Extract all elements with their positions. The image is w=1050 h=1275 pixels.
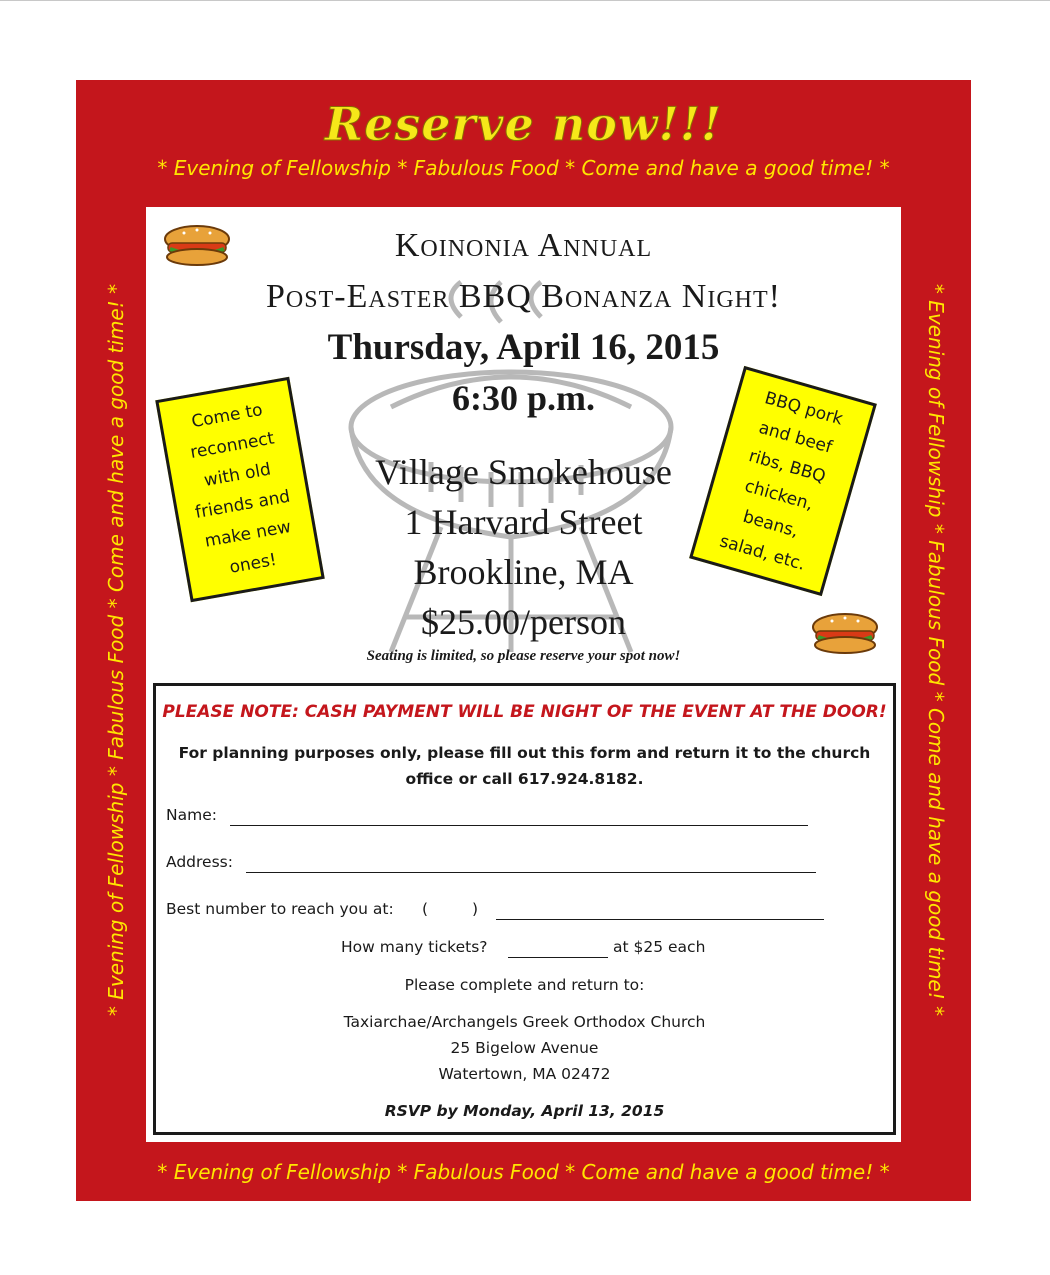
rsvp-deadline: RSVP by Monday, April 13, 2015 — [384, 1102, 665, 1120]
flyer-border — [76, 80, 971, 1201]
phone-label: Best number to reach you at: — [166, 900, 394, 918]
return-to-label: Please complete and return to: — [404, 976, 645, 994]
address-label: Address: — [166, 853, 233, 871]
event-venue: Village Smokehouse — [375, 452, 672, 492]
planning-instructions: For planning purposes only, please fill out this form and return it to the church office or call 617.924.8182. — [178, 744, 871, 788]
tickets-label: How many tickets? — [341, 938, 488, 956]
event-panel — [146, 207, 901, 1142]
event-price: $25.00/person — [421, 602, 626, 642]
event-time: 6:30 p.m. — [452, 378, 595, 418]
event-street: 1 Harvard Street — [404, 502, 643, 542]
phone-close-paren: ) — [472, 900, 479, 918]
tickets-price: at $25 each — [613, 938, 706, 956]
event-title-line2: Post-Easter BBQ Bonanza Night! — [266, 278, 781, 315]
church-city: Watertown, MA 02472 — [438, 1065, 611, 1083]
menu-note-text: BBQ pork and beef ribs, BBQ chicken, beans, salad, etc. — [717, 388, 845, 575]
church-street: 25 Bigelow Avenue — [450, 1039, 599, 1057]
name-field[interactable] — [230, 825, 808, 826]
phone-field[interactable] — [496, 919, 824, 920]
tagline-bottom: * Evening of Fellowship * Fabulous Food * Come and have a good time! * — [157, 1160, 890, 1184]
page-top-rule — [0, 0, 1050, 1]
reservation-form — [153, 683, 896, 1135]
tagline-left: * Evening of Fellowship * Fabulous Food * Come and have a good time! * — [104, 283, 128, 1017]
reconnect-note-text: Come to reconnect with old friends and make new ones! — [188, 399, 293, 578]
name-label: Name: — [166, 806, 217, 824]
tagline-top: * Evening of Fellowship * Fabulous Food * Come and have a good time! * — [157, 156, 890, 180]
phone-open-paren: ( — [422, 900, 429, 918]
tagline-right: * Evening of Fellowship * Fabulous Food * Come and have a good time! * — [924, 283, 948, 1017]
tickets-field[interactable] — [508, 957, 608, 958]
church-name: Taxiarchae/Archangels Greek Orthodox Church — [343, 1013, 706, 1031]
headline: Reserve now!!! — [324, 97, 723, 151]
address-field[interactable] — [246, 872, 816, 873]
seating-note: Seating is limited, so please reserve your spot now! — [366, 648, 681, 664]
event-title-line1: Koinonia Annual — [394, 227, 653, 264]
event-date: Thursday, April 16, 2015 — [327, 327, 720, 368]
cash-payment-note: PLEASE NOTE: CASH PAYMENT WILL BE NIGHT OF THE EVENT AT THE DOOR! — [162, 702, 887, 722]
event-city: Brookline, MA — [413, 552, 634, 592]
